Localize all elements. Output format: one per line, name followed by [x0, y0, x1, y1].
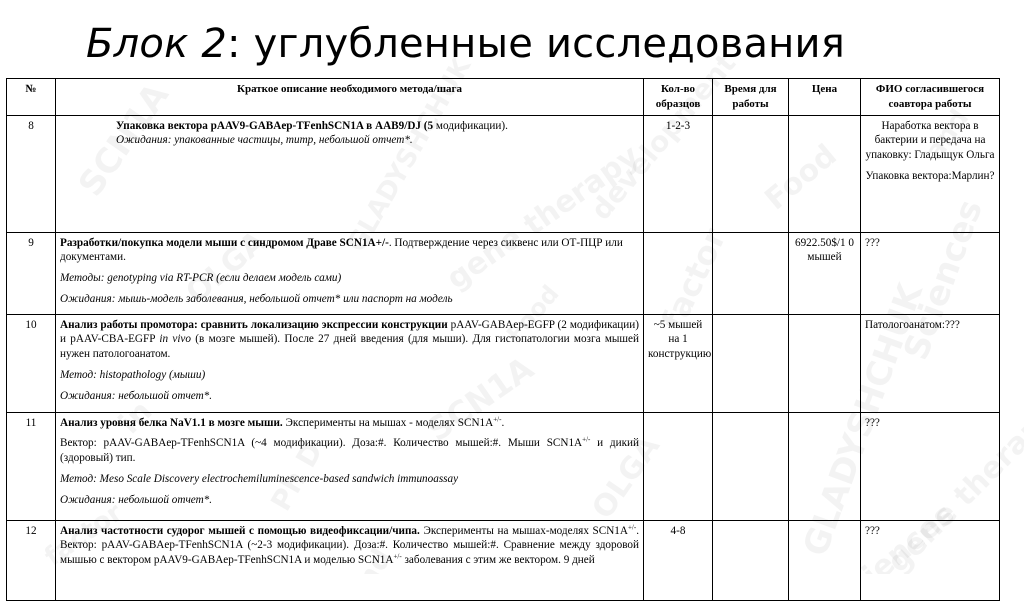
row-title: Анализ уровня белка NaV1.1 в мозге мыши. [60, 416, 283, 429]
row-sample-count: 1-2-3 [644, 115, 713, 232]
row-number: 9 [7, 232, 56, 314]
row-work-time [713, 412, 789, 520]
header-sample-count: Кол-во образцов [644, 79, 713, 116]
header-coauthor: ФИО согласившегося соавтора работы [861, 79, 1000, 116]
row-text-b: (в мозге мышей). После 27 дней введения (для мыши). Для гистопатологии мозга мышей нужен патологоанатом. [60, 333, 639, 361]
row-text-sup-a: +/- [627, 522, 637, 531]
row-vector-end: и дикий (здоровый) тип. [60, 437, 640, 465]
table-row [7, 314, 1000, 412]
row-coauthor-text-2: Упаковка вектора:Марлин? [865, 169, 995, 182]
row-description [56, 232, 644, 314]
row-price [789, 314, 861, 412]
row-text: . Подтверждение через сиквенс или ОТ-ПЦР или документами. [60, 236, 623, 264]
row-coauthor: ??? [861, 232, 1000, 314]
row-text-c: заболевания с этим же вектором. 9 дней [401, 554, 595, 567]
header-work-time: Время для работы [713, 79, 789, 116]
table-row [7, 115, 1000, 232]
header-description: Краткое описание необходимого метода/шага [56, 79, 644, 116]
row-title: Разработки/покупка модели мыши с синдромом Драве SCN1A+/- [60, 236, 389, 249]
row-title: Анализ работы промотора: сравнить локализацию экспрессии конструкции [60, 318, 448, 331]
row-text-a: Эксперименты на мышах-моделях SCN1A [419, 524, 628, 537]
row-price [789, 412, 861, 520]
row-title: Анализ частотности судорог мышей с помощью видеофиксации/чипа. [60, 524, 420, 537]
row-expectations-label: Ожидания [116, 134, 168, 147]
row-expectations-text: : упакованные частицы, титр, небольшой отчет*. [167, 134, 413, 147]
row-expectations-label: Ожидания [60, 493, 112, 506]
table-row [7, 412, 1000, 520]
row-coauthor: ??? [861, 520, 1000, 600]
row-work-time [713, 232, 789, 314]
row-text-b: . Вектор: pAAV-GABAep-TFenhSCN1A (~2-3 модификации). Доза:#. Количество мышей:#. Сравнение между здоровой мышью с вектором pAAV9-GABAep-TFenhSCN1A и моделью SCN1A [60, 524, 639, 567]
table-header-row [7, 79, 1000, 116]
row-description [56, 412, 644, 520]
table-row [7, 232, 1000, 314]
row-price: 6922.50$/1 0 мышей [789, 232, 861, 314]
row-expectations-label: Ожидания [60, 292, 112, 305]
row-description [56, 314, 644, 412]
row-number: 11 [7, 412, 56, 520]
row-work-time [713, 314, 789, 412]
row-text-end: . [501, 416, 505, 429]
row-vector-sup: +/- [582, 435, 591, 444]
row-text-a: pAAV-GABAep-EGFP (2 модификации) и pAAV-CBA-EGFP [60, 318, 639, 346]
row-number: 12 [7, 520, 56, 600]
row-title: Упаковка вектора pAAV9-GABAep-TFenhSCN1A в AAB9/DJ (5 [116, 119, 434, 132]
row-text-sup-b: +/- [393, 552, 402, 561]
row-coauthor-text: Наработка вектора в бактерии и передача на упаковку: Гладыщук Ольга [865, 119, 995, 162]
page-title [86, 16, 845, 72]
title-rest: : углубленные исследования [227, 21, 845, 67]
row-sample-count: 4-8 [644, 520, 713, 600]
row-sample-count [644, 232, 713, 314]
row-vector: Вектор: pAAV-GABAep-TFenhSCN1A (~4 модификации). Доза:#. Количество мышей:#. Мыши SCN1A [60, 437, 583, 450]
table-row [7, 520, 1000, 600]
row-number: 10 [7, 314, 56, 412]
row-text-sup: +/- [493, 414, 502, 423]
header-num: № [7, 79, 56, 116]
title-block: Блок 2 [86, 21, 228, 67]
header-price: Цена [789, 79, 861, 116]
row-coauthor [861, 115, 1000, 232]
row-text-italic: in vivo [159, 333, 191, 346]
row-methods: Методы: genotyping via RT-PCR (если делаем модель сами) [60, 272, 342, 285]
row-sample-count: ~5 мышей на 1 конструкцию [644, 314, 713, 412]
watermark-word [1017, 299, 1024, 494]
row-description [56, 115, 644, 232]
row-price [789, 520, 861, 600]
row-sample-count [644, 412, 713, 520]
row-methods: Метод: histopathology (мыши) [60, 368, 206, 381]
row-work-time [713, 520, 789, 600]
row-expectations-text: : небольшой отчет*. [111, 389, 213, 402]
row-description [56, 520, 644, 600]
row-expectations-label: Ожидания [60, 389, 112, 402]
row-expectations-text: : небольшой отчет*. [111, 493, 213, 506]
row-work-time [713, 115, 789, 232]
row-price [789, 115, 861, 232]
row-text: Эксперименты на мышах - моделях SCN1A [282, 416, 494, 429]
row-title-tail: модификации). [433, 119, 508, 132]
row-methods: Метод: Meso Scale Discovery electrochemiluminescence-based sandwich immunoassay [60, 472, 459, 485]
methods-table [6, 78, 1000, 601]
row-number: 8 [7, 115, 56, 232]
row-coauthor: ??? [861, 412, 1000, 520]
row-coauthor: Патологоанатом:??? [861, 314, 1000, 412]
row-expectations-text: : мышь-модель заболевания, небольшой отчет* или паспорт на модель [111, 292, 453, 305]
